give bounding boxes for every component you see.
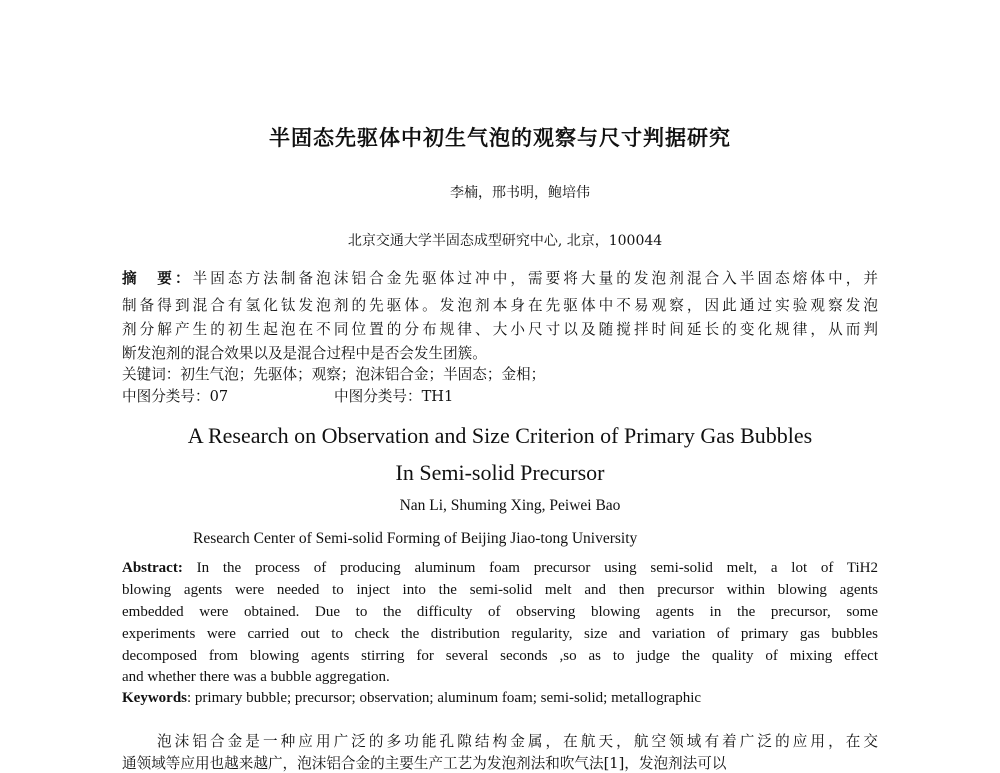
keywords-chinese: 关键词：初生气泡；先驱体；观察；泡沫铝合金；半固态；金相； bbox=[122, 366, 546, 383]
abstract-chinese-line: 制备得到混合有氢化钛发泡剂的先驱体。发泡剂本身在先驱体中不易观察，因此通过实验观察发泡 bbox=[122, 297, 878, 314]
classification-number-b: 中图分类号：TH1 bbox=[334, 388, 454, 405]
affiliation-english: Research Center of Semi-solid Forming of Beijing Jiao-tong University bbox=[193, 530, 638, 547]
abstract-english-line: blowing agents were needed to inject into the semi-solid melt and then precursor within blowing agents bbox=[122, 582, 878, 598]
paper-title-english-line1: A Research on Observation and Size Criterion of Primary Gas Bubbles bbox=[187, 423, 813, 448]
abstract-chinese-line: 摘 要：半固态方法制备泡沫铝合金先驱体过冲中，需要将大量的发泡剂混合入半固态熔体中，并 bbox=[122, 270, 878, 287]
keywords-english: Keywords: primary bubble; precursor; observation; aluminum foam; semi-solid; metallographic bbox=[122, 690, 702, 706]
abstract-english-line: embedded were obtained. Due to the difficulty of observing blowing agents in the precursor, some bbox=[122, 604, 878, 620]
authors-chinese: 李楠，邢书明，鲍培伟 bbox=[450, 185, 590, 201]
abstract-label-chinese: 摘 要： bbox=[122, 270, 193, 287]
abstract-label-english: Abstract: bbox=[122, 560, 183, 576]
keywords-label-english: Keywords bbox=[122, 690, 187, 706]
abstract-english-line: experiments were carried out to check the distribution regularity, size and variation of primary gas bubbles bbox=[122, 626, 878, 642]
classification-number-a: 中图分类号：07 bbox=[122, 388, 229, 405]
authors-english: Nan Li, Shuming Xing, Peiwei Bao bbox=[399, 497, 621, 514]
body-paragraph-line: 通领域等应用也越来越广，泡沫铝合金的主要生产工艺为发泡剂法和吹气法[1]，发泡剂法可以 bbox=[122, 755, 727, 772]
affiliation-chinese: 北京交通大学半固态成型研究中心, 北京，100044 bbox=[347, 233, 663, 249]
abstract-english-line: Abstract: In the process of producing aluminum foam precursor using semi-solid melt, a lot of TiH2 bbox=[122, 560, 878, 576]
paper-title-english-line2: In Semi-solid Precursor bbox=[395, 460, 605, 485]
abstract-chinese-line: 剂分解产生的初生起泡在不同位置的分布规律、大小尺寸以及随搅拌时间延长的变化规律，从而判 bbox=[122, 321, 878, 338]
abstract-chinese-line: 断发泡剂的混合效果以及是混合过程中是否会发生团簇。 bbox=[122, 345, 487, 362]
paper-title-chinese: 半固态先驱体中初生气泡的观察与尺寸判据研究 bbox=[269, 125, 731, 150]
body-paragraph-line: 泡沫铝合金是一种应用广泛的多功能孔隙结构金属，在航天，航空领域有着广泛的应用，在交 bbox=[157, 733, 878, 750]
abstract-english-line: decomposed from blowing agents stirring for several seconds ,so as to judge the quality of mixing effect bbox=[122, 648, 878, 664]
abstract-english-line: and whether there was a bubble aggregation. bbox=[122, 669, 390, 685]
